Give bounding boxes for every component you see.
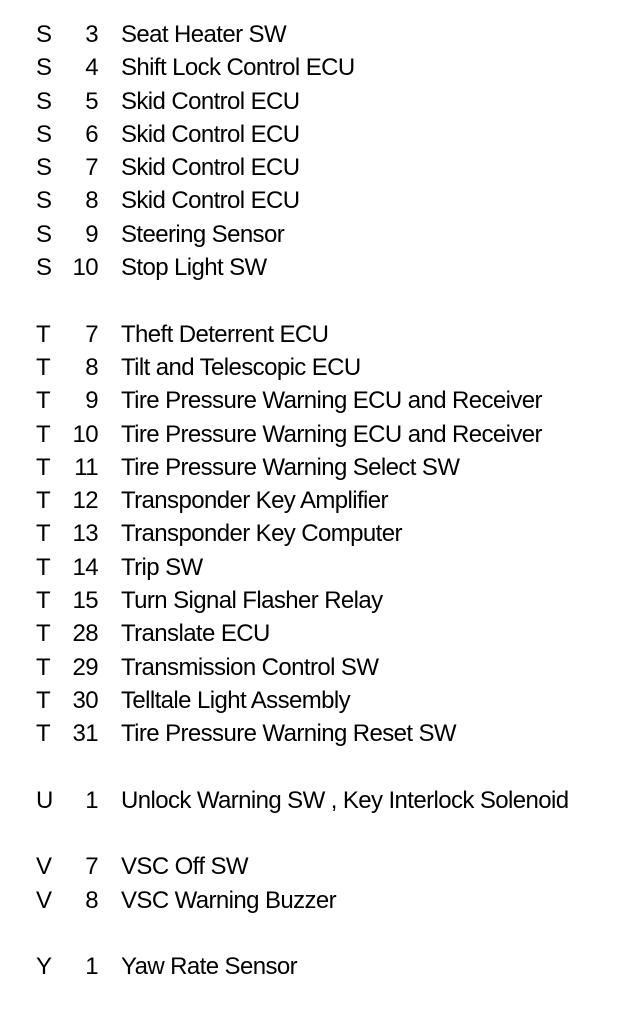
list-item	[0, 151, 624, 184]
connector-letter: S	[36, 87, 52, 115]
connector-number: 1	[85, 786, 98, 814]
component-name: Steering Sensor	[121, 220, 285, 248]
connector-letter: T	[36, 587, 51, 615]
list-item	[0, 617, 624, 650]
component-name: Trip SW	[121, 553, 203, 581]
connector-number: 8	[85, 353, 98, 381]
list-item	[0, 118, 624, 151]
list-item	[0, 551, 624, 584]
component-name: Unlock Warning SW , Key Interlock Solenoid	[121, 786, 569, 814]
component-name: Transponder Key Computer	[121, 520, 402, 548]
connector-letter: U	[36, 786, 53, 814]
connector-number: 8	[85, 187, 98, 215]
component-name: Stop Light SW	[121, 254, 267, 282]
component-name: Telltale Light Assembly	[121, 686, 350, 714]
connector-number: 10	[72, 254, 98, 282]
component-name: Skid Control ECU	[121, 154, 300, 182]
list-item	[0, 517, 624, 550]
connector-number: 5	[85, 87, 98, 115]
connector-letter: S	[36, 54, 52, 82]
list-item	[0, 18, 624, 51]
component-name: Skid Control ECU	[121, 87, 300, 115]
list-item	[0, 318, 624, 351]
connector-letter: T	[36, 353, 51, 381]
connector-letter: S	[36, 120, 52, 148]
list-item	[0, 684, 624, 717]
connector-letter: T	[36, 686, 51, 714]
list-item	[0, 351, 624, 384]
connector-letter: T	[36, 520, 51, 548]
connector-letter: V	[36, 853, 52, 881]
connector-letter: S	[36, 21, 52, 48]
connector-number: 7	[85, 320, 98, 348]
component-name: VSC Warning Buzzer	[121, 886, 337, 914]
connector-letter: T	[36, 620, 51, 648]
connector-number: 6	[85, 120, 98, 148]
connector-letter: V	[36, 886, 52, 914]
connector-letter: S	[36, 254, 52, 282]
group-s	[0, 18, 624, 284]
component-name: Tire Pressure Warning ECU and Receiver	[121, 387, 542, 415]
list-item	[0, 784, 624, 817]
connector-letter: T	[36, 420, 51, 448]
connector-letter: T	[36, 387, 51, 415]
component-name: Translate ECU	[121, 620, 270, 648]
connector-number: 15	[72, 587, 98, 615]
connector-letter: S	[36, 187, 52, 215]
component-name: Skid Control ECU	[121, 187, 300, 215]
list-item	[0, 950, 624, 983]
list-item	[0, 484, 624, 517]
connector-letter: T	[36, 653, 51, 681]
connector-letter: T	[36, 720, 51, 748]
list-item	[0, 850, 624, 883]
connector-number: 7	[85, 154, 98, 182]
connector-number: 11	[74, 453, 98, 481]
list-item	[0, 85, 624, 118]
group-u	[0, 784, 624, 817]
component-name: Transponder Key Amplifier	[121, 487, 388, 515]
group-y	[0, 950, 624, 983]
connector-number: 29	[72, 653, 98, 681]
list-item	[0, 251, 624, 284]
connector-number: 30	[72, 686, 98, 714]
component-name: Seat Heater SW	[121, 21, 287, 48]
group-spacer	[0, 817, 624, 850]
connector-number: 9	[85, 220, 98, 248]
component-name: Shift Lock Control ECU	[121, 54, 355, 82]
list-item	[0, 584, 624, 617]
connector-number: 10	[72, 420, 98, 448]
component-name: VSC Off SW	[121, 853, 248, 881]
connector-letter: S	[36, 220, 52, 248]
list-item	[0, 418, 624, 451]
connector-letter: T	[36, 487, 51, 515]
connector-number: 28	[72, 620, 98, 648]
list-item	[0, 451, 624, 484]
component-name: Skid Control ECU	[121, 120, 300, 148]
component-name: Theft Deterrent ECU	[121, 320, 329, 348]
group-spacer	[0, 284, 624, 317]
group-t	[0, 318, 624, 751]
connector-number: 7	[85, 853, 98, 881]
connector-number: 3	[85, 21, 98, 48]
connector-letter: T	[36, 453, 51, 481]
component-name: Tire Pressure Warning Select SW	[121, 453, 460, 481]
list-item	[0, 651, 624, 684]
list-item	[0, 717, 624, 750]
connector-letter: S	[36, 154, 52, 182]
group-spacer	[0, 751, 624, 784]
component-name: Tire Pressure Warning Reset SW	[121, 720, 456, 748]
component-name: Tilt and Telescopic ECU	[121, 353, 361, 381]
component-name: Tire Pressure Warning ECU and Receiver	[121, 420, 542, 448]
connector-letter: T	[36, 320, 51, 348]
component-name: Yaw Rate Sensor	[121, 953, 297, 981]
group-v	[0, 850, 624, 917]
list-item	[0, 884, 624, 917]
connector-number: 13	[72, 520, 98, 548]
connector-number: 8	[85, 886, 98, 914]
connector-number: 9	[85, 387, 98, 415]
component-name: Transmission Control SW	[121, 653, 379, 681]
connector-letter: T	[36, 553, 51, 581]
connector-number: 12	[72, 487, 98, 515]
group-spacer	[0, 917, 624, 950]
connector-letter: Y	[36, 953, 52, 981]
list-item	[0, 384, 624, 417]
component-listing	[0, 18, 624, 984]
list-item	[0, 184, 624, 217]
component-name: Turn Signal Flasher Relay	[121, 587, 383, 615]
connector-number: 4	[85, 54, 98, 82]
connector-number: 1	[85, 953, 98, 981]
connector-number: 14	[72, 553, 98, 581]
list-item	[0, 51, 624, 84]
connector-number: 31	[72, 720, 98, 748]
list-item	[0, 218, 624, 251]
